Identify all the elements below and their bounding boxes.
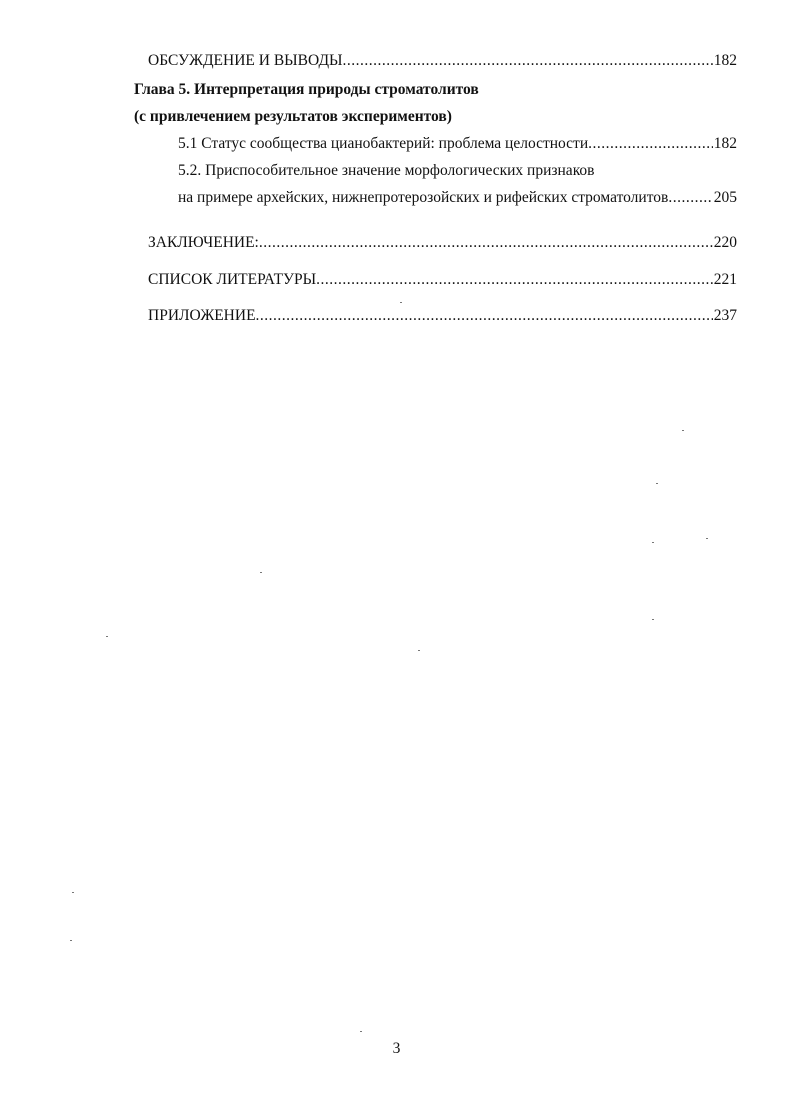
chapter-heading-line1: Глава 5. Интерпретация природы строматолитов	[134, 81, 479, 98]
scan-speck	[260, 572, 262, 573]
toc-entry-page: 182	[713, 52, 737, 69]
toc-entry-discussion	[148, 52, 737, 70]
toc-entry-title: 5.1 Статус сообщества цианобактерий: проблема целостности	[178, 135, 589, 152]
page-number: 3	[392, 1040, 401, 1057]
chapter-heading-line2: (с привлечением результатов экспериментов)	[134, 108, 452, 125]
toc-entry-appendix	[148, 307, 737, 325]
toc-entry-title: ПРИЛОЖЕНИЕ	[148, 307, 256, 324]
toc-entry-title: ЗАКЛЮЧЕНИЕ:	[148, 234, 259, 251]
toc-entry-title: на примере архейских, нижнепротерозойских и рифейских строматолитов	[178, 189, 669, 206]
scan-speck	[70, 940, 72, 941]
dot-leader	[259, 234, 713, 252]
toc-entry-title: СПИСОК ЛИТЕРАТУРЫ	[148, 271, 317, 288]
scan-speck	[652, 619, 654, 620]
scan-speck	[656, 483, 658, 484]
scan-speck	[400, 302, 402, 303]
dot-leader	[256, 307, 713, 325]
dot-leader	[668, 189, 712, 207]
toc-entry-page: 221	[713, 271, 737, 288]
dot-leader	[588, 135, 713, 153]
scan-speck	[72, 892, 74, 893]
toc-entry-page: 182	[713, 135, 737, 152]
toc-entry-title: ОБСУЖДЕНИЕ И ВЫВОДЫ	[148, 52, 343, 69]
toc-entry-section-5-2-line1: 5.2. Приспособительное значение морфологических признаков	[178, 162, 595, 179]
toc-entry-conclusion	[148, 234, 737, 252]
scan-speck	[682, 430, 684, 431]
toc-entry-page: 237	[713, 307, 737, 324]
toc-entry-section-5-1	[178, 135, 737, 153]
scan-speck	[360, 1031, 362, 1032]
dot-leader	[343, 52, 713, 70]
scan-speck	[706, 538, 708, 539]
scan-speck	[106, 636, 108, 637]
scan-speck	[652, 542, 654, 543]
toc-entry-references	[148, 271, 737, 289]
scan-speck	[418, 650, 420, 651]
dot-leader	[316, 271, 713, 289]
toc-entry-section-5-2	[178, 189, 737, 207]
toc-entry-page: 205	[713, 189, 737, 206]
toc-entry-page: 220	[713, 234, 737, 251]
